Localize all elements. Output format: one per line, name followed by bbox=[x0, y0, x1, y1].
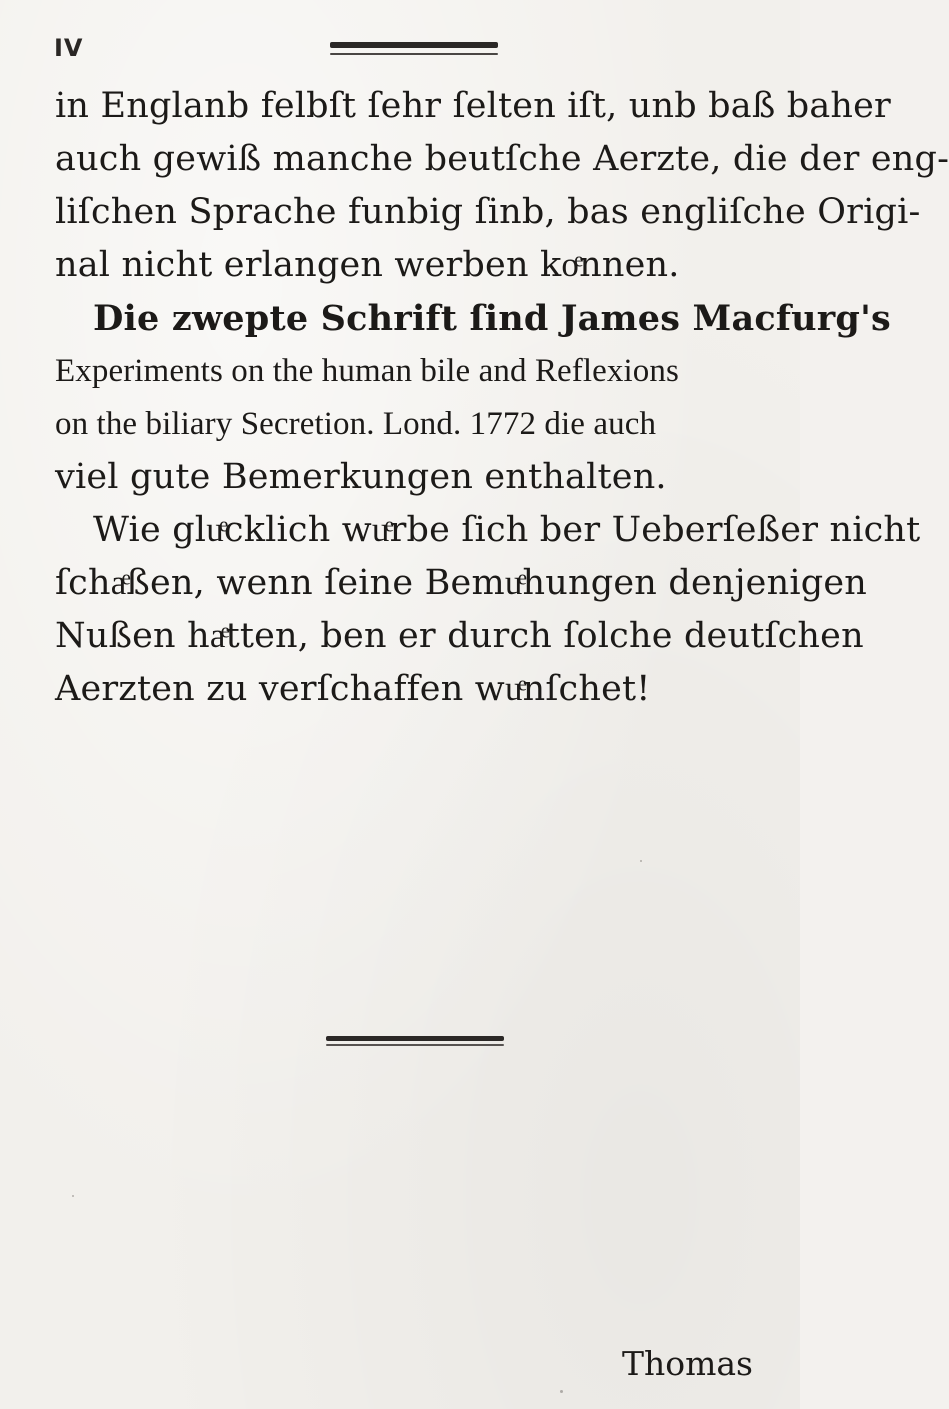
text-line-10: ſchaͤßen, wenn ſeine Bemuͤhungen denjenigen bbox=[55, 563, 867, 603]
paper-speck bbox=[72, 1195, 74, 1197]
header-rule bbox=[330, 42, 498, 48]
text-line-11: Nußen haͤtten, ben er durch ſolche deutſchen bbox=[55, 616, 864, 656]
paper-speck bbox=[560, 1390, 563, 1393]
catchword: Thomas bbox=[621, 1344, 753, 1383]
text-line-3: liſchen Sprache funbig ſinb, bas engliſche Origi- bbox=[55, 192, 921, 232]
text-line-8: viel gute Bemerkungen enthalten. bbox=[55, 457, 667, 497]
closing-rule bbox=[326, 1036, 504, 1041]
text-line-7: on the biliary Secretion. Lond. 1772 die auch bbox=[55, 406, 657, 442]
text-line-12: Aerzten zu verſchaffen wuͤnſchet! bbox=[55, 669, 651, 709]
paper-speck bbox=[640, 860, 642, 862]
text-line-5: Die zwepte Schrift ſind James Macfurg's bbox=[93, 298, 891, 339]
header-rule-thin bbox=[330, 53, 498, 55]
text-line-1: in Englanb felbſt ſehr ſelten iſt, unb baß baher bbox=[55, 86, 891, 126]
body-text bbox=[55, 80, 949, 716]
page-number: IV bbox=[54, 34, 84, 62]
text-line-2: auch gewiß manche beutſche Aerzte, die der eng- bbox=[55, 139, 949, 179]
text-line-4: nal nicht erlangen werben koͤnnen. bbox=[55, 245, 680, 285]
text-line-9: Wie gluͤcklich wuͤrbe ſich ber Ueberſeßer nicht bbox=[93, 510, 921, 550]
closing-rule-thin bbox=[326, 1044, 504, 1046]
text-line-6: Experiments on the human bile and Reflexions bbox=[55, 353, 679, 389]
